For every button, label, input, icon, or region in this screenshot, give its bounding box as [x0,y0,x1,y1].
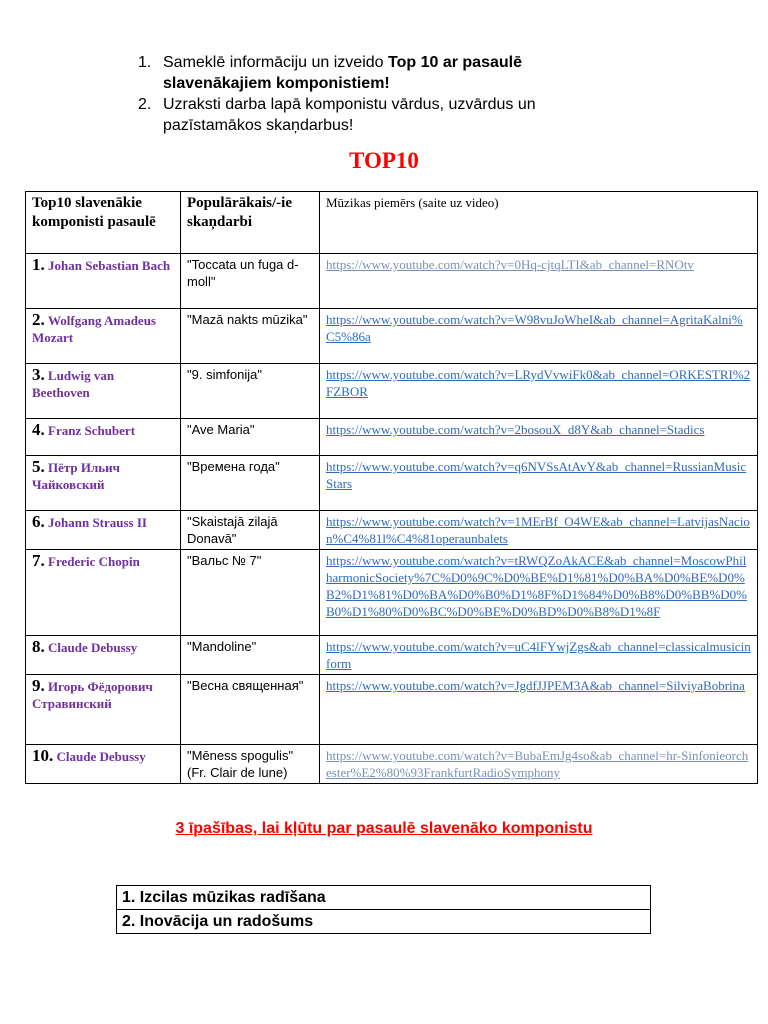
table-row [26,511,758,550]
link-cell [320,364,758,419]
rank-number: 6. [32,512,45,531]
instruction-item [138,94,578,136]
composer-cell [26,550,181,636]
table-row [117,910,651,934]
link-cell [320,636,758,675]
table-row [26,254,758,309]
composer-cell [26,511,181,550]
composer-name: Игорь Фёдорович Стравинский [32,679,153,711]
work-cell: "Ave Maria" [181,419,320,456]
video-link[interactable]: https://www.youtube.com/watch?v=W98vuJoWheI&ab_channel=AgritaKalni%C5%86a [326,312,743,344]
page-title: TOP10 [349,148,419,173]
composer-name: Franz Schubert [48,423,136,438]
composer-cell [26,636,181,675]
section-subtitle: 3 īpašības, lai kļūtu par pasaulē slavenāko komponistu [175,820,593,837]
composer-name: Johan Sebastian Bach [48,258,171,273]
work-cell: "Mēness spogulis" (Fr. Clair de lune) [181,745,320,784]
link-cell [320,675,758,745]
rank-number: 3. [32,365,45,384]
rank-number: 10. [32,746,54,765]
composer-cell [26,745,181,784]
video-link[interactable]: https://www.youtube.com/watch?v=tRWQZoAkACE&ab_channel=MoscowPhilharmonicSociety%7C%D0%9C%D0%BE%D1%81%D0%BA%D0%BE%D0%B2%D1%81%D0%BA%D0%B0%D1%8F%D1%84%D0%B8%D0%BB%D0%B0%D1%80%D0%BC%D0%BE%D0%BD%D0%B8%D1%8F [326,553,748,619]
rank-number: 2. [32,310,45,329]
link-cell [320,419,758,456]
instruction-text: Uzraksti darba lapā komponistu vārdus, uzvārdus un pazīstamākos skaņdarbus! [163,96,536,134]
instruction-number: 2. [138,96,152,113]
video-link[interactable]: https://www.youtube.com/watch?v=uC4lFYwjZgs&ab_channel=classicalmusicinform [326,639,751,671]
composer-cell [26,254,181,309]
work-cell: "Весна священная" [181,675,320,745]
work-cell: "9. simfonija" [181,364,320,419]
instruction-item [138,52,578,94]
work-cell: "Mandoline" [181,636,320,675]
composer-name: Пётр Ильич Чайковский [32,460,121,492]
header-composers: Top10 slavenākie komponisti pasaulē [26,192,181,254]
composer-cell [26,419,181,456]
video-link[interactable]: https://www.youtube.com/watch?v=JgdfJJPEM3A&ab_channel=SilviyaBobrina [326,678,745,693]
link-cell [320,745,758,784]
table-row [26,745,758,784]
table-row [26,364,758,419]
rank-number: 5. [32,457,45,476]
rank-number: 9. [32,676,45,695]
table-row [26,675,758,745]
property-item: 1. Izcilas mūzikas radīšana [117,886,651,910]
instructions-list [138,52,578,136]
instruction-text-bold: Top 10 ar pasaulē slavenākajiem komponistiem! [163,54,522,92]
table-header-row [26,192,758,254]
work-cell: "Toccata un fuga d-moll" [181,254,320,309]
video-link[interactable]: https://www.youtube.com/watch?v=BubaEmJg4so&ab_channel=hr-Sinfonieorchester%E2%80%93FrankfurtRadioSymphony [326,748,749,780]
composer-name: Wolfgang Amadeus Mozart [32,313,156,345]
link-cell [320,456,758,511]
composer-cell [26,456,181,511]
composer-name: Frederic Chopin [48,554,140,569]
link-cell [320,309,758,364]
rank-number: 7. [32,551,45,570]
video-link[interactable]: https://www.youtube.com/watch?v=LRydVvwiFk0&ab_channel=ORKESTRI%2FZBOR [326,367,751,399]
work-cell: "Skaistajā zilajā Donavā" [181,511,320,550]
video-link[interactable]: https://www.youtube.com/watch?v=1MErBf_O4WE&ab_channel=LatvijasNacion%C4%81l%C4%81operaunbalets [326,514,750,546]
work-cell: "Времена года" [181,456,320,511]
rank-number: 1. [32,255,45,274]
composers-table [25,191,758,784]
header-video-link: Mūzikas piemērs (saite uz video) [320,192,758,254]
table-row [26,419,758,456]
video-link[interactable]: https://www.youtube.com/watch?v=2bosouX_d8Y&ab_channel=Stadics [326,422,705,437]
table-row [26,456,758,511]
work-cell: "Mazā nakts mūzika" [181,309,320,364]
properties-table [116,885,651,934]
composer-name: Claude Debussy [56,749,146,764]
work-cell: "Вальс № 7" [181,550,320,636]
instruction-number: 1. [138,54,152,71]
property-item: 2. Inovācija un radošums [117,910,651,934]
instruction-text: Sameklē informāciju un izveido [163,54,388,71]
link-cell [320,550,758,636]
table-row [26,309,758,364]
rank-number: 8. [32,637,45,656]
composer-cell [26,309,181,364]
composer-cell [26,675,181,745]
link-cell [320,511,758,550]
table-row [117,886,651,910]
header-works: Populārākais/-ie skaņdarbi [181,192,320,254]
video-link[interactable]: https://www.youtube.com/watch?v=q6NVSsAtAvY&ab_channel=RussianMusicStars [326,459,747,491]
video-link[interactable]: https://www.youtube.com/watch?v=0Hq-cjtqLTI&ab_channel=RNOtv [326,257,694,272]
composer-cell [26,364,181,419]
rank-number: 4. [32,420,45,439]
composer-name: Ludwig van Beethoven [32,368,115,400]
composer-name: Johann Strauss II [48,515,147,530]
table-row [26,636,758,675]
table-row [26,550,758,636]
link-cell [320,254,758,309]
composer-name: Claude Debussy [48,640,138,655]
